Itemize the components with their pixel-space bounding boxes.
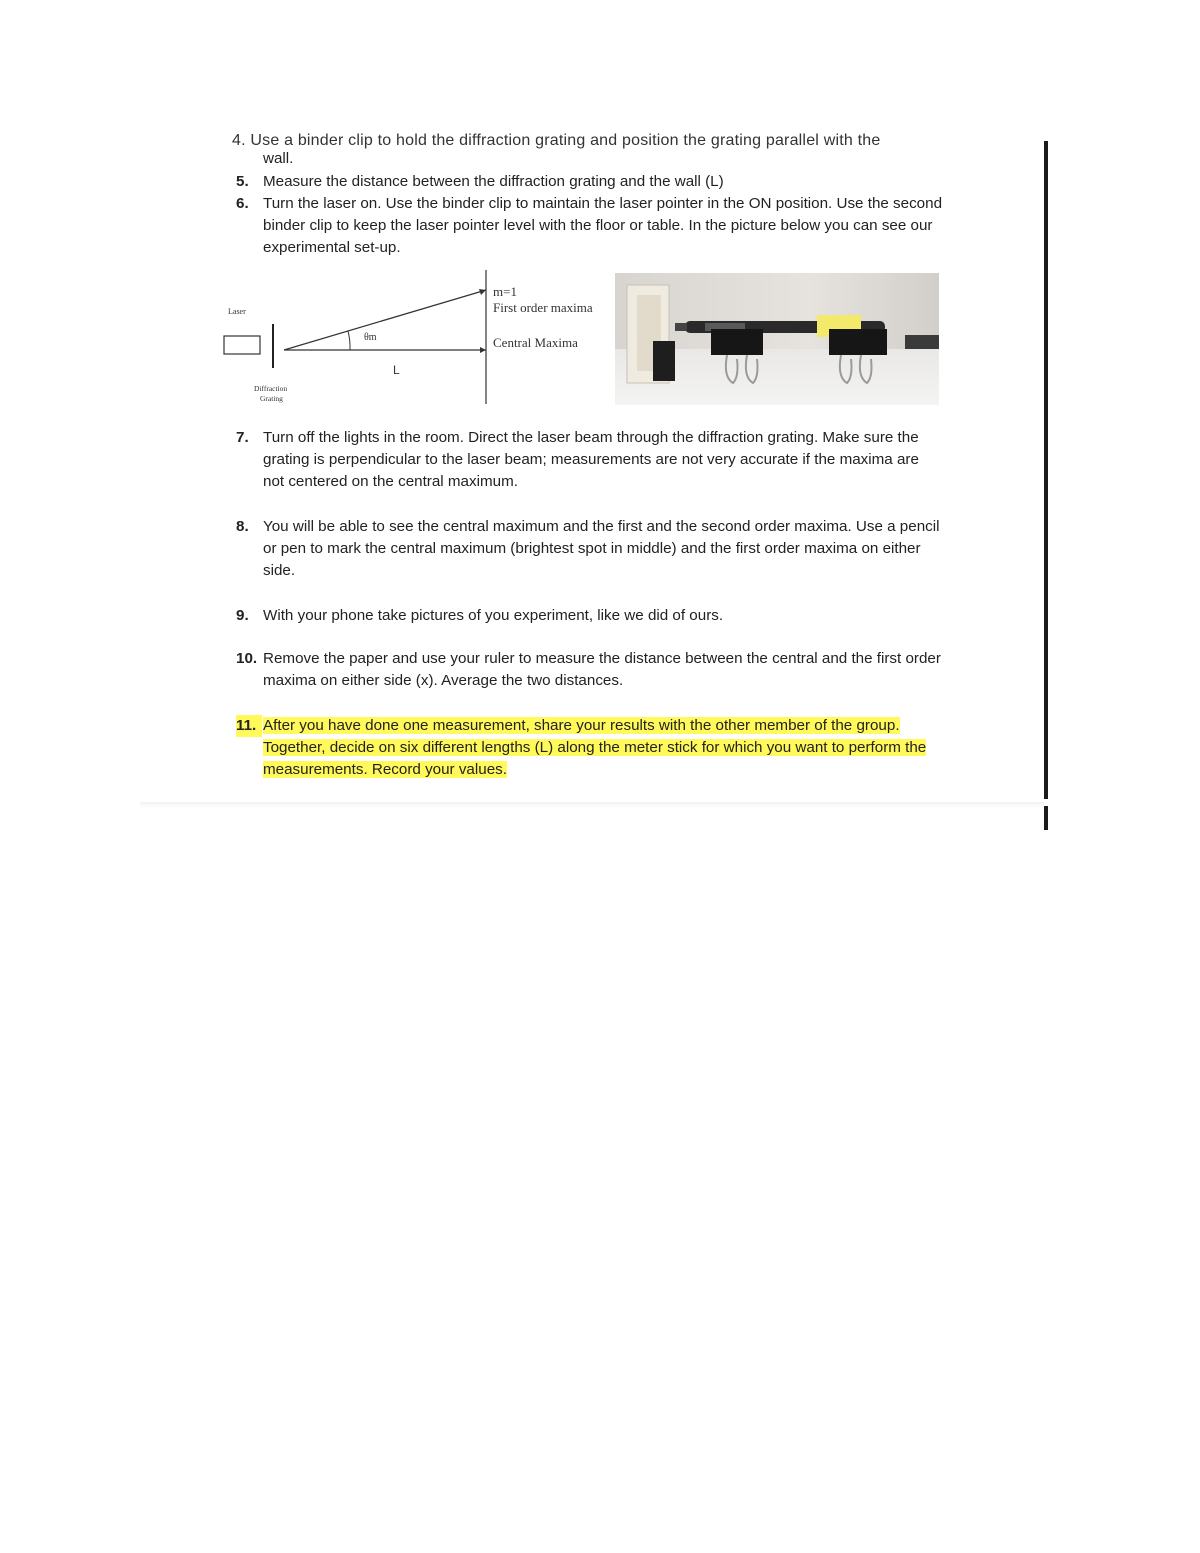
- step-number: 11.: [236, 715, 262, 737]
- step-text: [263, 715, 943, 782]
- step-text: You will be able to see the central maximum and the first and the second order maxima. Use a pencil or pen to mark the central maximum (brightest spot in middle) and the first order maxima on either side.: [263, 518, 940, 580]
- angle-label: θm: [364, 332, 377, 343]
- laser-label: Laser: [228, 307, 246, 316]
- m1-label: m=1: [493, 284, 517, 299]
- photo-clip: [653, 341, 675, 381]
- first-order-beam: [284, 290, 486, 350]
- grating-label: Diffraction: [254, 384, 288, 393]
- step-text: Turn the laser on. Use the binder clip to maintain the laser pointer in the ON position. Use the second binder clip to keep the laser pointer level with the floor or table. In the picture below you can see our experimental set-up.: [263, 195, 943, 257]
- step-text: With your phone take pictures of you experiment, like we did of ours.: [263, 607, 724, 624]
- distance-label: L: [393, 363, 400, 377]
- central-maxima-label: Central Maxima: [493, 335, 578, 350]
- step-text: Turn off the lights in the room. Direct the laser beam through the diffraction grating. Make sure the grating is perpendicular to the laser beam; measurements are not very accurate if the maxima are not centered on the central maximum.: [263, 429, 919, 491]
- setup-photo: [615, 273, 939, 405]
- photo-binder-clip-2: [829, 329, 887, 355]
- first-order-label: First order maxima: [493, 300, 593, 315]
- document-page: 4. Use a binder clip to hold the diffraction grating and position the grating parallel with the wall. 5. Measure the distance between the diffraction grating and the wall (L) 6. Turn the laser on. Use the binder clip to maintain the laser pointer in the ON position. Use the second binder clip to keep the laser pointer level with the floor or table. In the picture below you can see our experimental set-up. Laser θm L Diffraction Grating m=1 First order maxima Central Maxima 7. Turn off the lights in the room. Direct the laser beam through the diffraction grating. Make sure the grating is perpendicular to the laser beam; measurements are not very accurate if the maxima are not centered on the central maximum. 8. You will be able to see the central maximum and the first and the second order maxima. Use a pencil or pen to mark the central maximum (brightest spot in middle) and the first order maxima on either side. 9. With your phone take pictures of you experiment, like we did of ours. 10. Remove the paper and use your ruler to measure the distance between the central and the first order maxima on either side (x). Average the two distances. 11. After you have done one measurement, share your results with the other member of the group. Together, decide on six different lengths (L) along the meter stick for which you want to perform the measurements. Record your values.: [0, 0, 1200, 1553]
- laser-box: [224, 336, 260, 354]
- arrow-head: [479, 289, 486, 295]
- step-number: 5.: [236, 173, 249, 190]
- step-number: 10.: [236, 650, 258, 667]
- cut-off-step-line: 4. Use a binder clip to hold the diffraction grating and position the grating parallel with the: [232, 132, 881, 149]
- step-text: Measure the distance between the diffraction grating and the wall (L): [263, 173, 724, 190]
- setup-diagram: [218, 264, 618, 414]
- highlighted-text: After you have done one measurement, share your results with the other member of the group. Together, decide on six different lengths (L) along the meter stick for which you want to perform the measurements. Record your values.: [263, 717, 927, 779]
- angle-arc: [348, 331, 350, 350]
- page-right-border: [1044, 141, 1048, 799]
- step-number: 7.: [236, 429, 249, 446]
- photo-binder-clip-1: [711, 329, 763, 355]
- page-bottom-edge: [140, 802, 1044, 808]
- step-number: 6.: [236, 195, 249, 212]
- step-number: 9.: [236, 607, 249, 624]
- grating-label: Grating: [260, 394, 283, 403]
- arrow-head: [480, 347, 486, 353]
- page-right-border-fragment: [1044, 806, 1048, 830]
- step-number: 8.: [236, 518, 249, 535]
- photo-shadow: [905, 335, 939, 349]
- step-text: Remove the paper and use your ruler to measure the distance between the central and the first order maxima on either side (x). Average the two distances.: [263, 650, 941, 690]
